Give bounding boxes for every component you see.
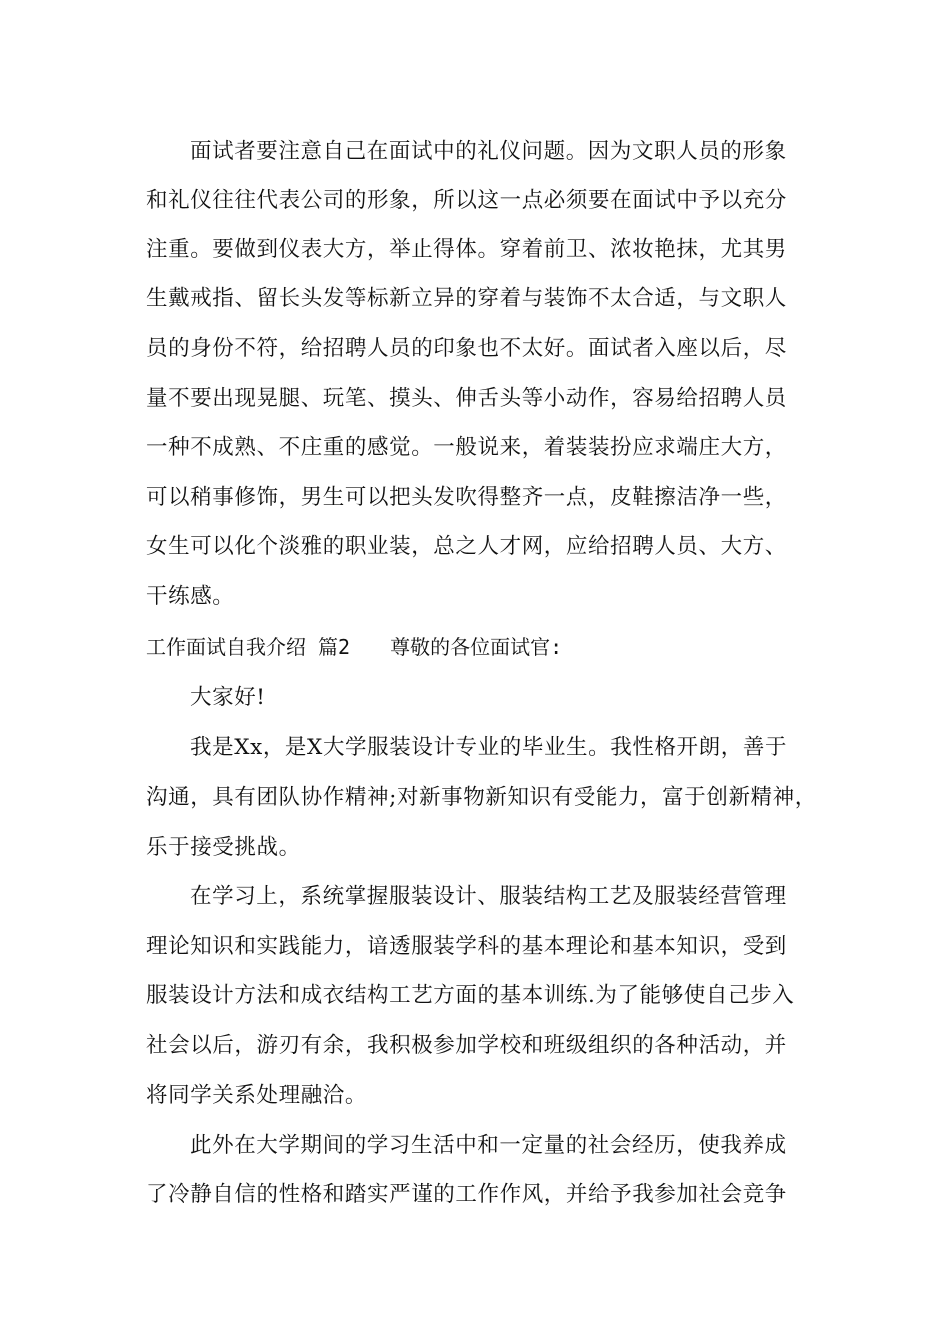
paragraph-1-line-8: 可以稍事修饰，男生可以把头发吹得整齐一点，皮鞋擦洁净一些， — [146, 485, 787, 510]
paragraph-2-line-3: 乐于接受挑战。 — [146, 835, 301, 860]
paragraph-2-line-2: 沟通，具有团队协作精神;对新事物新知识有受能力，富于创新精神， — [146, 785, 817, 810]
paragraph-3-line-5: 将同学关系处理融洽。 — [146, 1083, 368, 1108]
paragraph-1-line-6: 量不要出现晃腿、玩笔、摸头、伸舌头等小动作，容易给招聘人员 — [146, 386, 787, 411]
paragraph-1-line-9: 女生可以化个淡雅的职业装，总之人才网，应给招聘人员、大方、 — [146, 534, 787, 559]
paragraph-3-line-4: 社会以后，游刃有余，我积极参加学校和班级组织的各种活动，并 — [146, 1033, 787, 1058]
paragraph-1-line-1: 面试者要注意自己在面试中的礼仪问题。因为文职人员的形象 — [190, 139, 787, 164]
paragraph-1-line-4: 生戴戒指、留长头发等标新立异的穿着与装饰不太合适，与文职人 — [146, 286, 787, 311]
section-heading — [146, 632, 562, 662]
section-title: 工作面试自我介绍 篇2 — [146, 635, 351, 659]
paragraph-3-line-1: 在学习上，系统掌握服装设计、服装结构工艺及服装经营管理 — [190, 884, 787, 909]
paragraph-1-line-5: 员的身份不符，给招聘人员的印象也不太好。面试者入座以后，尽 — [146, 336, 787, 361]
paragraph-1-line-7: 一种不成熟、不庄重的感觉。一般说来，着装装扮应求端庄大方， — [146, 435, 787, 460]
paragraph-3-line-2: 理论知识和实践能力，谙透服装学科的基本理论和基本知识，受到 — [146, 934, 787, 959]
paragraph-1-line-2: 和礼仪往往代表公司的形象，所以这一点必须要在面试中予以充分 — [146, 188, 787, 213]
paragraph-4-line-1: 此外在大学期间的学习生活中和一定量的社会经历，使我养成 — [190, 1133, 787, 1158]
paragraph-1-line-3: 注重。要做到仪表大方，举止得体。穿着前卫、浓妆艳抹，尤其男 — [146, 237, 787, 262]
hello-line: 大家好! — [190, 685, 266, 710]
paragraph-4-line-2: 了冷静自信的性格和踏实严谨的工作作风，并给予我参加社会竞争 — [146, 1182, 787, 1207]
paragraph-3-line-3: 服装设计方法和成衣结构工艺方面的基本训练.为了能够使自己步入 — [146, 983, 795, 1008]
paragraph-2-line-1: 我是Xx，是X大学服装设计专业的毕业生。我性格开朗，善于 — [190, 735, 788, 760]
greeting-line: 尊敬的各位面试官: — [390, 635, 563, 659]
paragraph-1-line-10: 干练感。 — [146, 584, 235, 609]
